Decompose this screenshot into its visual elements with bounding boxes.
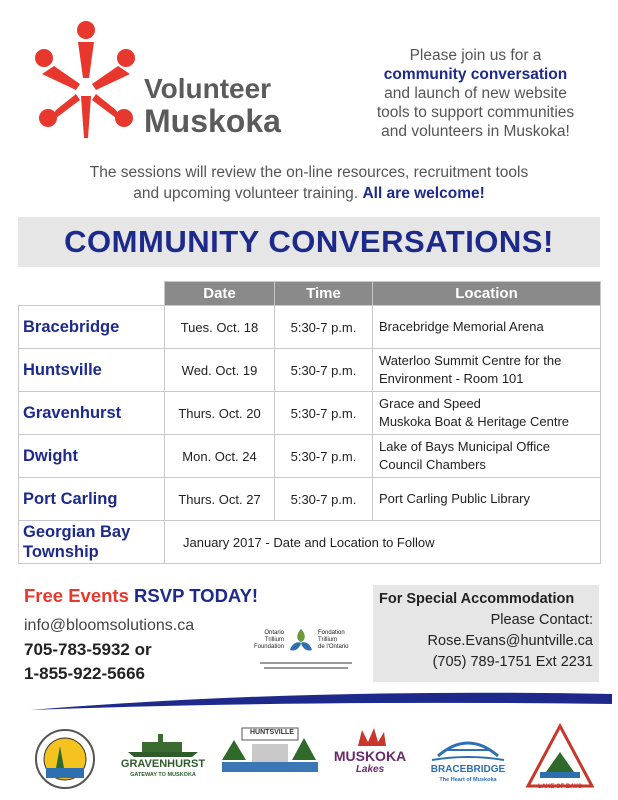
table-row [19, 349, 601, 392]
trillium-fr-2: Trillium [318, 637, 338, 643]
free-events-text: Free Events [24, 585, 129, 606]
row-time: 5:30-7 p.m. [275, 392, 373, 435]
trillium-fine-print-line [260, 662, 352, 664]
muskoka-lakes-logo [330, 726, 410, 792]
row-location [373, 392, 601, 435]
bridge-icon [422, 728, 514, 764]
row-city: Gravenhurst [19, 392, 165, 435]
header-date: Date [165, 282, 275, 306]
row-date: Thurs. Oct. 27 [165, 478, 275, 521]
trillium-text-fr [318, 630, 362, 651]
trillium-en-3: Foundation [253, 644, 284, 650]
row-city: Dwight [19, 435, 165, 478]
sponsor-logos [0, 718, 618, 800]
trillium-fine-print-line [264, 667, 348, 669]
row-city-line-2: Township [23, 543, 99, 561]
trillium-text-en [250, 630, 284, 651]
accommodation-email[interactable]: Rose.Evans@huntville.ca [427, 633, 593, 649]
people-circle-icon [26, 18, 146, 153]
accommodation-contact-label: Please Contact: [490, 612, 593, 628]
row-location-line-1: Grace and Speed [379, 396, 481, 411]
row-date: Wed. Oct. 19 [165, 349, 275, 392]
table-row [19, 521, 601, 564]
intro-highlight: community conversation [383, 66, 568, 83]
huntsville-name: HUNTSVILLE [250, 729, 294, 736]
logo-line-2: Muskoka [144, 103, 281, 139]
huntsville-logo [222, 724, 318, 794]
row-city: Bracebridge [19, 306, 165, 349]
row-location-line-2: Muskoka Boat & Heritage Centre [379, 414, 570, 429]
footer-swoosh [0, 686, 618, 716]
banner-title: COMMUNITY CONVERSATIONS! [64, 224, 554, 259]
volunteer-muskoka-logo [26, 18, 356, 153]
bracebridge-logo [422, 728, 514, 792]
contact-phone-1: 705-783-5932 or [24, 640, 152, 659]
trillium-foundation-logo [250, 626, 362, 680]
sessions-line-1: The sessions will review the on-line resources, recruitment tools [89, 164, 529, 181]
steamship-icon [118, 732, 208, 758]
bracebridge-tagline: The Heart of Muskoka [439, 777, 497, 783]
row-date: Thurs. Oct. 20 [165, 392, 275, 435]
row-time: 5:30-7 p.m. [275, 478, 373, 521]
contact-phone-2: 1-855-922-5666 [24, 664, 145, 683]
header-time: Time [275, 282, 373, 306]
row-location [373, 349, 601, 392]
row-time: 5:30-7 p.m. [275, 349, 373, 392]
welcome-text: All are welcome! [362, 185, 485, 202]
bracebridge-name: BRACEBRIDGE [430, 764, 506, 775]
contact-email[interactable]: info@bloomsolutions.ca [24, 617, 195, 634]
row-date: Mon. Oct. 24 [165, 435, 275, 478]
trillium-fr-3: de l'Ontario [318, 644, 349, 650]
muskoka-name: MUSKOKA [333, 748, 407, 764]
row-time: 5:30-7 p.m. [275, 435, 373, 478]
row-city: Huntsville [19, 349, 165, 392]
trillium-en-2: Trillium [264, 637, 284, 643]
row-date: Tues. Oct. 18 [165, 306, 275, 349]
table-row [19, 478, 601, 521]
row-location-line-2: Council Chambers [379, 457, 486, 472]
trillium-fr-1: Fondation [318, 630, 345, 636]
row-location-line-1: Bracebridge Memorial Arena [379, 319, 544, 334]
lake-of-bays-logo [524, 722, 596, 794]
title-banner [18, 217, 600, 267]
header-location: Location [373, 282, 601, 306]
gravenhurst-logo [118, 732, 208, 792]
crown-icon [330, 726, 410, 748]
row-city [19, 521, 165, 564]
intro-line-1: Please join us for a [409, 47, 542, 64]
rsvp-today-text: RSVP TODAY! [134, 585, 259, 606]
table-row [19, 306, 601, 349]
row-location-line-1: Port Carling Public Library [379, 491, 531, 506]
header-blank [19, 282, 165, 306]
table-row [19, 435, 601, 478]
row-location-line-1: Waterloo Summit Centre for the [379, 353, 562, 368]
logo-wordmark [144, 74, 281, 138]
sessions-line-2: and upcoming volunteer training. [133, 185, 359, 202]
row-location [373, 306, 601, 349]
row-location [373, 435, 601, 478]
row-location-line-2: Environment - Room 101 [379, 371, 524, 386]
logo-line-1: Volunteer [144, 73, 272, 104]
lake-of-bays-name: LAKE OF BAYS [537, 784, 583, 790]
rsvp-heading [24, 585, 258, 607]
accommodation-phone: (705) 789-1751 Ext 2231 [432, 654, 593, 670]
intro-line-3: and launch of new website [384, 85, 567, 102]
accommodation-panel [373, 585, 599, 682]
muskoka-tagline: Lakes [355, 764, 385, 775]
intro-line-5: and volunteers in Muskoka! [381, 123, 570, 140]
row-location [373, 478, 601, 521]
row-location-line-1: Lake of Bays Municipal Office [379, 439, 551, 454]
sessions-text [18, 162, 600, 204]
trillium-en-1: Ontario [264, 630, 284, 636]
contact-info [24, 614, 194, 686]
gravenhurst-name: GRAVENHURST [120, 758, 206, 770]
row-city-line-1: Georgian Bay [23, 523, 131, 541]
row-city: Port Carling [19, 478, 165, 521]
intro-text [348, 46, 603, 141]
accommodation-title: For Special Accommodation [379, 591, 575, 607]
trillium-flower-icon [286, 626, 316, 656]
sessions-line-2-wrap [18, 183, 600, 204]
table-header-row [19, 282, 601, 306]
table-row [19, 392, 601, 435]
gravenhurst-tagline: GATEWAY TO MUSKOKA [130, 772, 196, 778]
schedule-table [18, 281, 601, 564]
row-time: 5:30-7 p.m. [275, 306, 373, 349]
georgian-bay-township-seal-icon [34, 728, 96, 790]
row-note: January 2017 - Date and Location to Follow [165, 521, 601, 564]
intro-line-4: tools to support communities [376, 104, 575, 121]
